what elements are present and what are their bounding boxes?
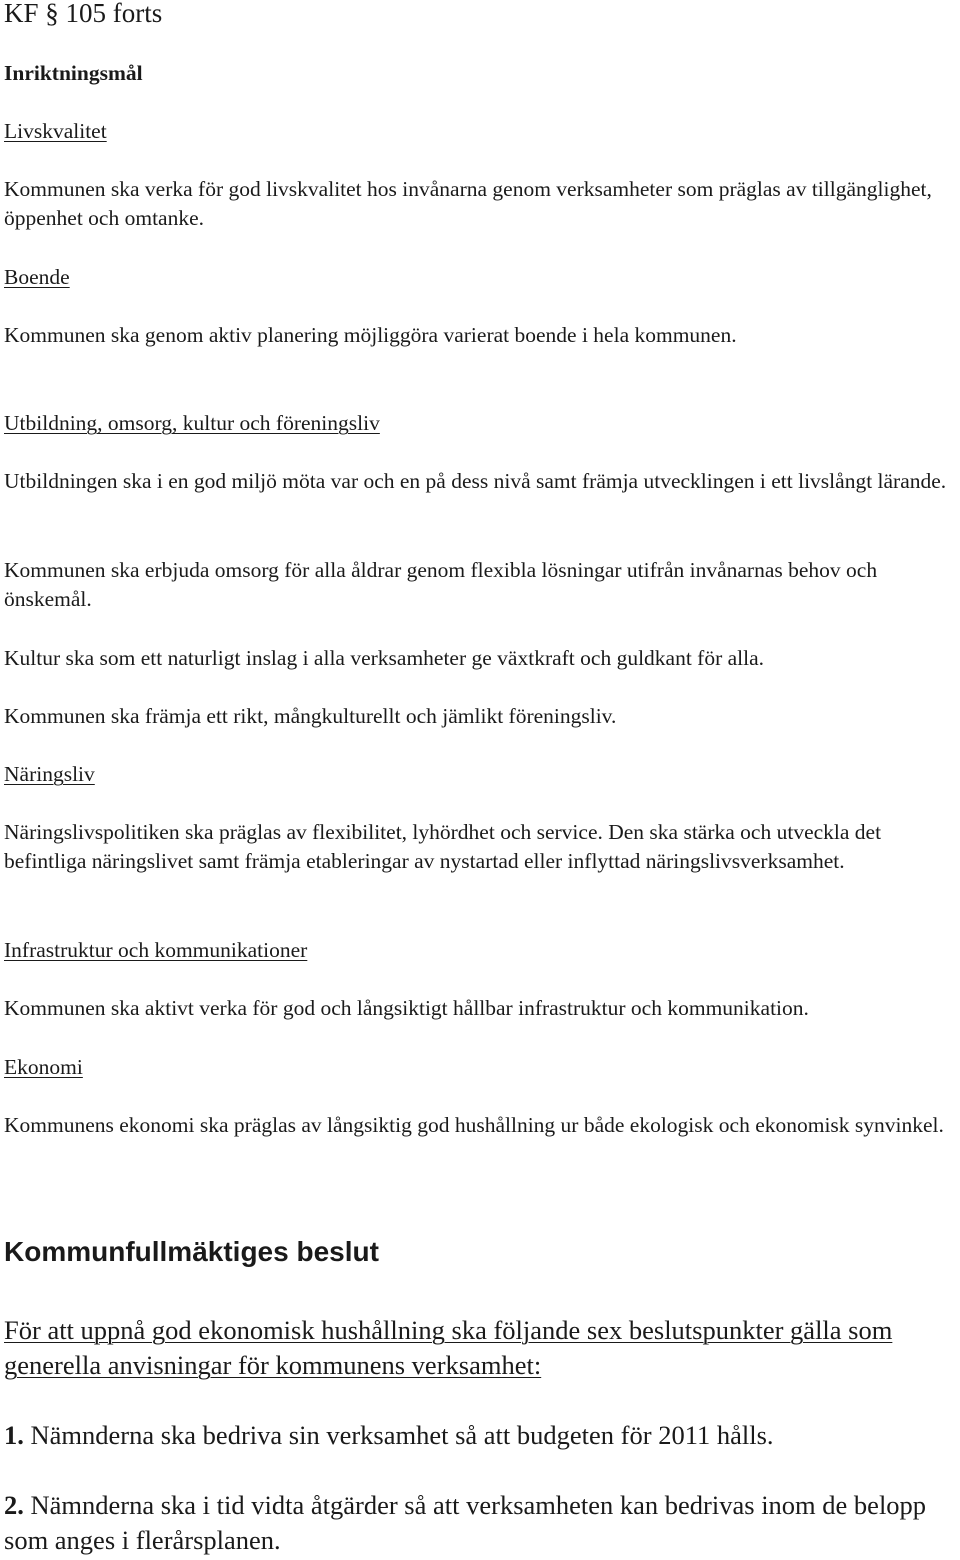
paragraph-ekonomi: Kommunens ekonomi ska präglas av långsiktig god hushållning ur både ekologisk och ekonomisk synvinkel. [4,1113,944,1137]
section-title: Inriktningsmål [4,61,143,85]
paragraph-kultur: Kultur ska som ett naturligt inslag i alla verksamheter ge växtkraft och guldkant för alla. [4,646,765,670]
paragraph-infrastruktur: Kommunen ska aktivt verka för god och långsiktigt hållbar infrastruktur och kommunikation. [4,996,809,1020]
page-header: KF § 105 forts [4,0,163,28]
paragraph-utbildning: Utbildningen ska i en god miljö möta var och en på dess nivå samt främja utvecklingen i ett livslångt lärande. [4,469,947,493]
beslut-item-text: Nämnderna ska i tid vidta åtgärder så att verksamheten kan bedrivas inom de belopp som anges i flerårsplanen. [4,1490,927,1555]
heading-utbildning: Utbildning, omsorg, kultur och föreningsliv [4,411,380,435]
beslut-intro: För att uppnå god ekonomisk hushållning ska följande sex beslutspunkter gälla som generella anvisningar för kommunens verksamhet: [4,1315,893,1380]
heading-boende: Boende [4,265,70,289]
beslut-item-1 [4,1418,960,1453]
paragraph-livskvalitet: Kommunen ska verka för god livskvalitet hos invånarna genom verksamheter som präglas av tillgänglighet, öppenhet och omtanke. [4,177,932,230]
beslut-item-2 [4,1488,960,1558]
paragraph-naringsliv: Näringslivspolitiken ska präglas av flexibilitet, lyhördhet och service. Den ska stärka och utveckla det befintliga näringslivet samt främja etableringar av nystartad eller inflyttad näringslivsverksamhet. [4,820,882,873]
paragraph-boende: Kommunen ska genom aktiv planering möjliggöra varierat boende i hela kommunen. [4,323,737,347]
heading-naringsliv: Näringsliv [4,762,95,786]
heading-infrastruktur: Infrastruktur och kommunikationer [4,938,308,962]
beslut-item-number: 1. [4,1420,24,1450]
paragraph-foreningsliv: Kommunen ska främja ett rikt, mångkulturellt och jämlikt föreningsliv. [4,704,617,728]
beslut-item-number: 2. [4,1490,24,1520]
paragraph-omsorg: Kommunen ska erbjuda omsorg för alla åldrar genom flexibla lösningar utifrån invånarnas behov och önskemål. [4,558,878,611]
heading-livskvalitet: Livskvalitet [4,119,107,143]
heading-ekonomi: Ekonomi [4,1055,83,1079]
beslut-item-text: Nämnderna ska bedriva sin verksamhet så att budgeten för 2011 hålls. [23,1420,774,1450]
heading-beslut: Kommunfullmäktiges beslut [4,1236,379,1267]
